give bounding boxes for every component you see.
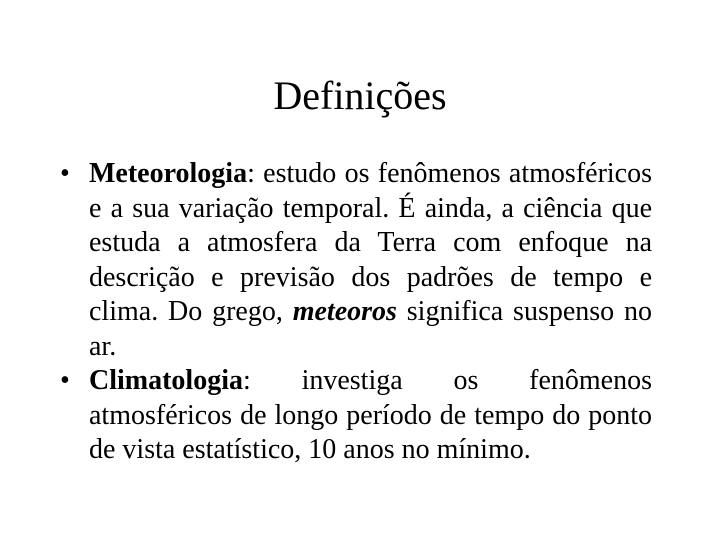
emphasis-meteoros: meteoros — [292, 296, 397, 327]
definition-climatologia: : investiga os fenômenos atmosféricos de longo período de tempo do ponto de vista estatístico, 10 anos no mínimo. — [89, 365, 652, 465]
term-climatologia: Climatologia — [89, 365, 243, 396]
slide-title: Definições — [273, 73, 447, 118]
bullet-climatologia — [60, 364, 652, 468]
bullet-marker: • — [60, 158, 70, 189]
bullet-meteorologia — [60, 157, 652, 364]
bullet-list — [60, 157, 652, 468]
term-meteorologia: Meteorologia — [89, 158, 248, 189]
definition-meteorologia-end: significa suspenso no ar. — [89, 296, 653, 362]
bullet-marker: • — [60, 365, 70, 396]
definition-meteorologia: : estudo os fenômenos atmosféricos e a sua variação temporal. É ainda, a ciência que estuda a atmosfera da Terra com enfoque na descrição e previsão dos padrões de tempo e clima. Do grego, — [89, 158, 652, 327]
